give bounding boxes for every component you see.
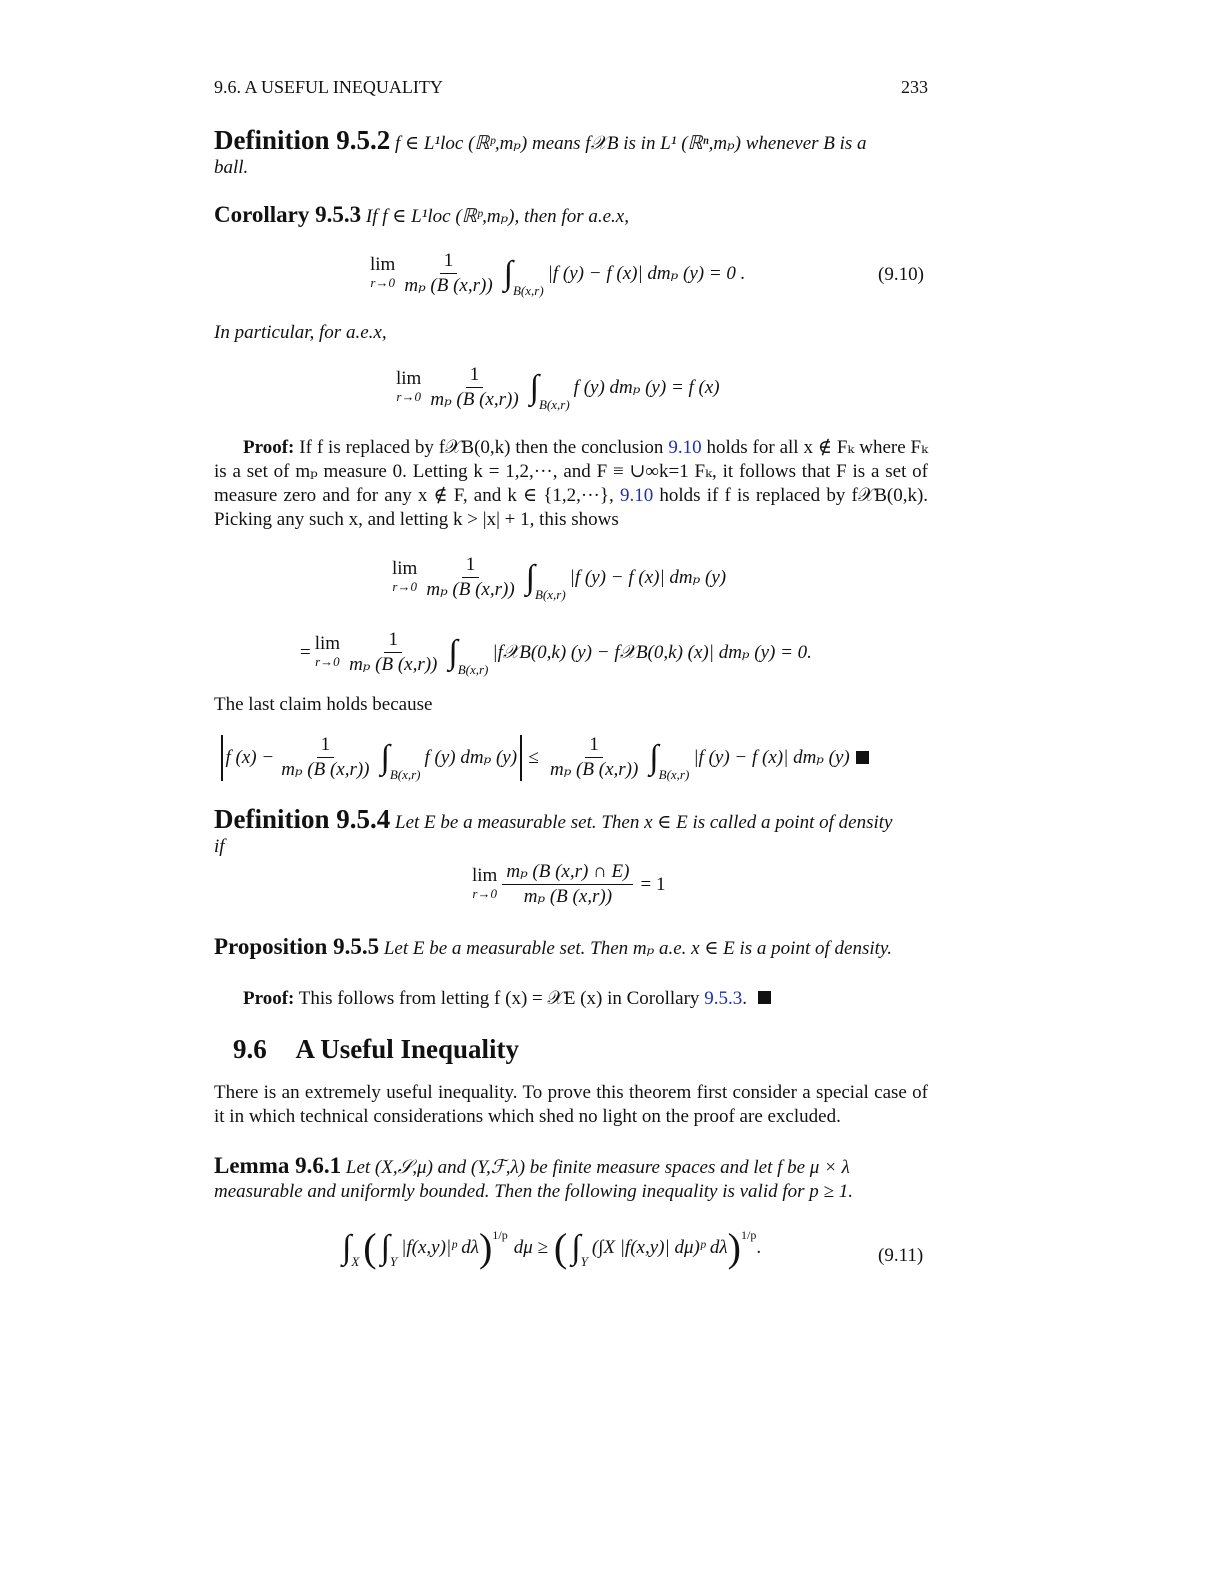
paren-close: ) bbox=[479, 1225, 493, 1270]
integral-sign: ∫ bbox=[448, 633, 458, 671]
integrand: |f𝒳B(0,k) (y) − f𝒳B(0,k) (x)| dmₚ (y) = 0. bbox=[492, 642, 812, 663]
paren-open-right: ( bbox=[553, 1225, 568, 1270]
paren-close-right: ) bbox=[727, 1225, 741, 1270]
integrand: |f (y) − f (x)| dmₚ (y) bbox=[569, 567, 727, 588]
equation-rhs: = 1 bbox=[640, 873, 666, 895]
equation-ref-link-2[interactable]: 9.10 bbox=[619, 485, 654, 506]
limit: lim r→0 bbox=[392, 557, 418, 594]
running-head bbox=[214, 77, 928, 98]
intro-paragraph: There is an extremely useful inequality. To prove this theorem first consider a special case of it in which technical considerations which shed no light on the proof are excluded. bbox=[214, 1082, 928, 1127]
integral-sign-outer: ∫ bbox=[342, 1229, 352, 1266]
fraction-right: $\frac{1}{\text{mₚ (B (x,r))}}$ bbox=[549, 734, 639, 780]
equation-shows-2 bbox=[300, 629, 812, 676]
proposition-text: Let E be a measurable set. Then mₚ a.e. x ∈ E is a point of density. bbox=[383, 938, 893, 959]
equation-9-11 bbox=[338, 1225, 762, 1270]
section-heading bbox=[233, 1034, 519, 1065]
definition-text: f ∈ L¹loc (ℝᵖ,mₚ) means f𝒳B is in L¹ (ℝⁿ,mₚ) whenever B is a bbox=[395, 133, 867, 154]
lemma-label: Lemma 9.6.1 bbox=[214, 1153, 342, 1178]
in-particular-text: In particular, for a.e.x, bbox=[214, 322, 387, 343]
equation-number-9-11: (9.11) bbox=[878, 1245, 924, 1266]
lemma-text-cont: measurable and uniformly bounded. Then the following inequality is valid for p ≥ 1. bbox=[214, 1181, 853, 1202]
proof-label: Proof: bbox=[243, 437, 295, 458]
proof-text-2: holds for all x ∉ Fₖ where Fₖ is a set of mₚ measure 0. Letting k = 1,2,···, and F ≡ ∪∞k=1 Fₖ, it follows that F is a set of measure zero and for any x ∉ F, and k ∈ {1,2,···}, bbox=[214, 437, 929, 506]
integral-domain: B(x,r) bbox=[534, 587, 566, 602]
proposition-9-5-5 bbox=[214, 935, 928, 961]
proof-paragraph-2 bbox=[214, 987, 928, 1011]
integral-domain-y: Y bbox=[389, 1254, 398, 1269]
definition-text-cont: if bbox=[214, 836, 225, 857]
limit: lim r→0 bbox=[396, 367, 422, 404]
integral-sign-right: ∫ bbox=[649, 738, 659, 776]
proof-paragraph bbox=[214, 436, 928, 532]
integral-domain: B(x,r) bbox=[512, 283, 544, 298]
abs-bar-left bbox=[221, 735, 223, 781]
equation-ref-link[interactable]: 9.10 bbox=[668, 437, 702, 458]
paren-open: ( bbox=[363, 1225, 377, 1270]
fraction: $\frac{1}{\text{mₚ (B (x,r))}}$ bbox=[430, 364, 519, 410]
period: . bbox=[742, 988, 747, 1009]
running-head-title: 9.6. A USEFUL INEQUALITY bbox=[214, 77, 443, 97]
integral-domain-x: X bbox=[351, 1254, 360, 1269]
inner-right-integrand: (∫X |f(x,y)| dμ)ᵖ dλ bbox=[591, 1237, 728, 1258]
definition-text-cont: ball. bbox=[214, 157, 249, 178]
claim-right-integrand: |f (y) − f (x)| dmₚ (y) bbox=[693, 747, 850, 768]
page-number: 233 bbox=[901, 77, 928, 97]
definition-9-5-2 bbox=[214, 125, 928, 180]
integral-sign: ∫ bbox=[529, 368, 539, 406]
proof-text-3: holds if f is replaced by f𝒳B(0,k). Picking any such x, and letting k > |x| + 1, this shows bbox=[214, 485, 929, 530]
limit: lim r→0 bbox=[314, 632, 341, 669]
corollary-ref-link[interactable]: 9.5.3 bbox=[704, 988, 743, 1009]
fraction: $\frac{1}{\text{mₚ (B (x,r))}}$ bbox=[281, 734, 370, 780]
exponent: 1/p bbox=[492, 1228, 508, 1242]
integral-sign: ∫ bbox=[503, 254, 513, 292]
period: . bbox=[756, 1237, 762, 1258]
integral-sign-right: ∫ bbox=[571, 1229, 581, 1266]
equation-claim bbox=[218, 734, 869, 781]
integrand: |f (y) − f (x)| dmₚ (y) = 0 . bbox=[547, 263, 746, 284]
section-number: 9.6 bbox=[233, 1034, 267, 1064]
corollary-9-5-3 bbox=[214, 203, 928, 229]
integral-domain-y-right: Y bbox=[580, 1254, 588, 1269]
inner-left-integrand: |f(x,y)|ᵖ dλ bbox=[401, 1237, 480, 1258]
leq-sign: ≤ bbox=[528, 746, 539, 768]
fraction: $\frac{\text{mₚ (B (x,r) ∩ E)}}{\text{mₚ (B (x,r))}}$ bbox=[502, 861, 633, 908]
corollary-label: Corollary 9.5.3 bbox=[214, 202, 362, 227]
integral-sign: ∫ bbox=[525, 558, 535, 596]
equation-9-10 bbox=[370, 250, 745, 297]
equation-number: (9.10) bbox=[878, 264, 924, 285]
abs-bar-right bbox=[520, 735, 522, 781]
equals-sign: = bbox=[300, 641, 311, 663]
fraction: $\frac{1}{\text{mₚ (B (x,r))}}$ bbox=[426, 554, 515, 600]
claim-left-term: f (x) − bbox=[225, 746, 275, 768]
corollary-text: If f ∈ L¹loc (ℝᵖ,mₚ), then for a.e.x, bbox=[365, 206, 629, 227]
limit: lim r→0 bbox=[472, 864, 498, 901]
proposition-label: Proposition 9.5.5 bbox=[214, 934, 380, 959]
limit: lim r→0 bbox=[370, 253, 396, 290]
definition-label: Definition 9.5.2 bbox=[214, 125, 391, 155]
lemma-9-6-1 bbox=[214, 1154, 928, 1204]
qed-square bbox=[856, 751, 869, 764]
last-claim-text: The last claim holds because bbox=[214, 694, 433, 715]
fraction: $\frac{1}{\text{mₚ (B (x,r))}}$ bbox=[404, 250, 493, 296]
integral-sign: ∫ bbox=[380, 738, 390, 776]
middle-term: dμ ≥ bbox=[513, 1237, 548, 1258]
proof-text-1: If f is replaced by f𝒳B(0,k) then the conclusion bbox=[299, 437, 664, 458]
integral-sign-inner: ∫ bbox=[380, 1229, 390, 1266]
fraction: $\frac{1}{\text{mₚ (B (x,r))}}$ bbox=[349, 629, 438, 675]
claim-left-integrand: f (y) dmₚ (y) bbox=[424, 747, 518, 768]
definition-text: Let E be a measurable set. Then x ∈ E is called a point of density bbox=[395, 812, 893, 833]
integral-domain-right: B(x,r) bbox=[658, 767, 690, 782]
equation-in-particular bbox=[396, 364, 720, 411]
integral-domain: B(x,r) bbox=[538, 397, 570, 412]
proof-label: Proof: bbox=[243, 988, 295, 1009]
section-title: A Useful Inequality bbox=[295, 1034, 520, 1064]
definition-label: Definition 9.5.4 bbox=[214, 804, 391, 834]
equation-density bbox=[472, 861, 665, 908]
exponent-right: 1/p bbox=[741, 1228, 757, 1242]
definition-9-5-4 bbox=[214, 804, 928, 859]
equation-shows-1 bbox=[392, 554, 726, 601]
integral-domain: B(x,r) bbox=[457, 662, 489, 677]
qed-square bbox=[758, 991, 771, 1004]
integral-domain: B(x,r) bbox=[389, 767, 421, 782]
lemma-text: Let (X,𝒮,μ) and (Y,ℱ,λ) be finite measure spaces and let f be μ × λ bbox=[345, 1157, 850, 1178]
proof-text: This follows from letting f (x) = 𝒳E (x) in Corollary bbox=[298, 988, 700, 1009]
integrand: f (y) dmₚ (y) = f (x) bbox=[573, 377, 720, 398]
